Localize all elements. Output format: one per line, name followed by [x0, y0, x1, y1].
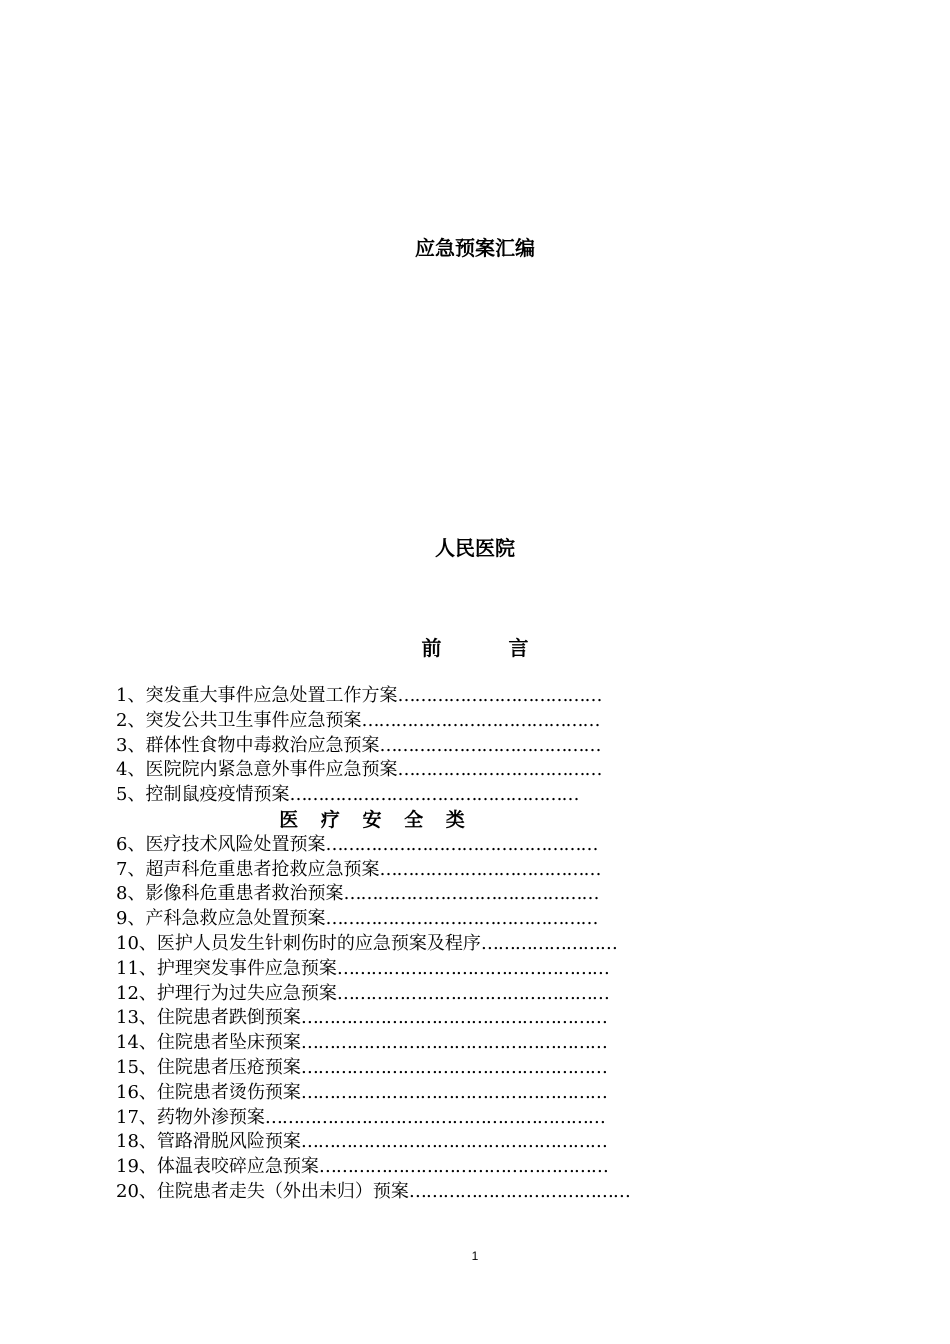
toc-entry-number: 16、	[116, 1081, 157, 1103]
toc-entry	[116, 1155, 740, 1180]
toc-entry	[116, 758, 728, 783]
toc-leader-dots: …………………………………	[379, 734, 601, 756]
toc-entry-title: 住院患者坠床预案	[156, 1032, 301, 1054]
toc-leader-dots: ………………………………	[397, 759, 602, 781]
toc-leader-dots: …………………………………………	[325, 833, 598, 855]
toc-entry	[116, 1180, 740, 1205]
toc-entry-number: 18、	[116, 1131, 157, 1153]
toc-entry-number: 7、	[116, 858, 146, 880]
toc-entry-title: 突发公共卫生事件应急预案	[145, 709, 362, 731]
table-of-contents	[116, 684, 756, 1205]
organization-name: 人民医院	[435, 536, 515, 560]
toc-entry-title: 影像科危重患者救治预案	[145, 883, 344, 905]
toc-leader-dots: ……………………………………………	[289, 784, 579, 806]
toc-entry-number: 5、	[116, 784, 146, 806]
toc-entry-title: 控制鼠疫疫情预案	[145, 784, 290, 806]
toc-entry-number: 4、	[116, 759, 146, 781]
toc-entry-title: 护理突发事件应急预案	[156, 957, 337, 979]
toc-entry-title: 住院患者烫伤预案	[156, 1081, 301, 1103]
toc-leader-dots: ………………………………………	[343, 883, 599, 905]
toc-leader-dots: …………………………………	[379, 858, 601, 880]
toc-entry	[116, 684, 728, 709]
toc-entry-number: 1、	[116, 685, 146, 706]
toc-entry-number: 6、	[116, 833, 146, 855]
toc-entry-number: 13、	[116, 1007, 157, 1029]
toc-entry-number: 3、	[116, 734, 146, 756]
toc-entry	[116, 907, 728, 932]
toc-entry-title: 住院患者压疮预案	[156, 1056, 301, 1078]
toc-entry	[116, 1130, 740, 1155]
toc-entry	[116, 1081, 740, 1106]
toc-entry-number: 9、	[116, 908, 146, 930]
toc-entry	[116, 1006, 740, 1031]
toc-entry-number: 20、	[116, 1180, 157, 1202]
toc-entry-number: 11、	[116, 957, 157, 979]
section-heading: 医 疗 安 全 类	[279, 808, 473, 831]
toc-leader-dots: ………………………………………………	[300, 1131, 607, 1153]
toc-entry-number: 2、	[116, 709, 146, 731]
toc-entry	[116, 783, 728, 808]
toc-leader-dots: …………………………………………	[336, 957, 609, 979]
toc-entry	[116, 1106, 740, 1131]
toc-entry-number: 8、	[116, 883, 146, 905]
toc-entry-title: 群体性食物中毒救治应急预案	[145, 734, 380, 756]
page-number: 1	[471, 1249, 479, 1263]
toc-entry	[116, 1056, 740, 1081]
toc-leader-dots: ………………………………………………	[300, 1056, 607, 1078]
toc-entry	[116, 957, 740, 982]
toc-entry-title: 护理行为过失应急预案	[156, 982, 337, 1004]
toc-entry	[116, 982, 740, 1007]
toc-entry	[116, 882, 728, 907]
toc-leader-dots: …………………………………	[408, 1180, 630, 1202]
toc-entry-number: 12、	[116, 982, 157, 1004]
toc-leader-dots: ……………………………………	[361, 709, 600, 731]
toc-leader-dots: ……………………………………………	[318, 1156, 608, 1178]
toc-entry-number: 14、	[116, 1032, 157, 1054]
toc-entry-title: 医院院内紧急意外事件应急预案	[145, 759, 398, 781]
toc-entry-number: 10、	[116, 932, 157, 954]
toc-entry-number: 15、	[116, 1056, 157, 1078]
toc-entry-number: 17、	[116, 1106, 157, 1128]
toc-leader-dots: ……………………	[480, 932, 617, 954]
preface-heading: 前 言	[421, 636, 559, 660]
toc-entry-title: 突发重大事件应急处置工作方案	[145, 685, 398, 706]
toc-entry-title: 管路滑脱风险预案	[156, 1131, 301, 1153]
toc-entry-title: 医疗技术风险处置预案	[145, 833, 326, 855]
toc-entry-title: 产科急救应急处置预案	[145, 908, 326, 930]
document-title: 应急预案汇编	[415, 236, 535, 260]
toc-entry-title: 超声科危重患者抢救应急预案	[145, 858, 380, 880]
toc-leader-dots: ……………………………………………………	[264, 1106, 605, 1128]
toc-entry	[116, 734, 728, 759]
toc-entry	[116, 1031, 740, 1056]
toc-entry-number: 19、	[116, 1156, 157, 1178]
toc-leader-dots: ………………………………	[397, 685, 602, 706]
toc-leader-dots: …………………………………………	[336, 982, 609, 1004]
toc-leader-dots: ………………………………………………	[300, 1007, 607, 1029]
toc-leader-dots: ………………………………………………	[300, 1081, 607, 1103]
toc-leader-dots: …………………………………………	[325, 908, 598, 930]
toc-leader-dots: ………………………………………………	[300, 1032, 607, 1054]
toc-entry-title: 住院患者跌倒预案	[156, 1007, 301, 1029]
toc-entry-title: 药物外渗预案	[156, 1106, 265, 1128]
toc-entry-title: 医护人员发生针刺伤时的应急预案及程序	[156, 932, 481, 954]
toc-entry-title: 住院患者走失（外出未归）预案	[156, 1180, 409, 1202]
toc-entry	[116, 858, 728, 883]
toc-entry	[116, 932, 740, 957]
toc-entry	[116, 709, 728, 734]
toc-entry	[116, 833, 728, 858]
toc-entry-title: 体温表咬碎应急预案	[156, 1156, 319, 1178]
